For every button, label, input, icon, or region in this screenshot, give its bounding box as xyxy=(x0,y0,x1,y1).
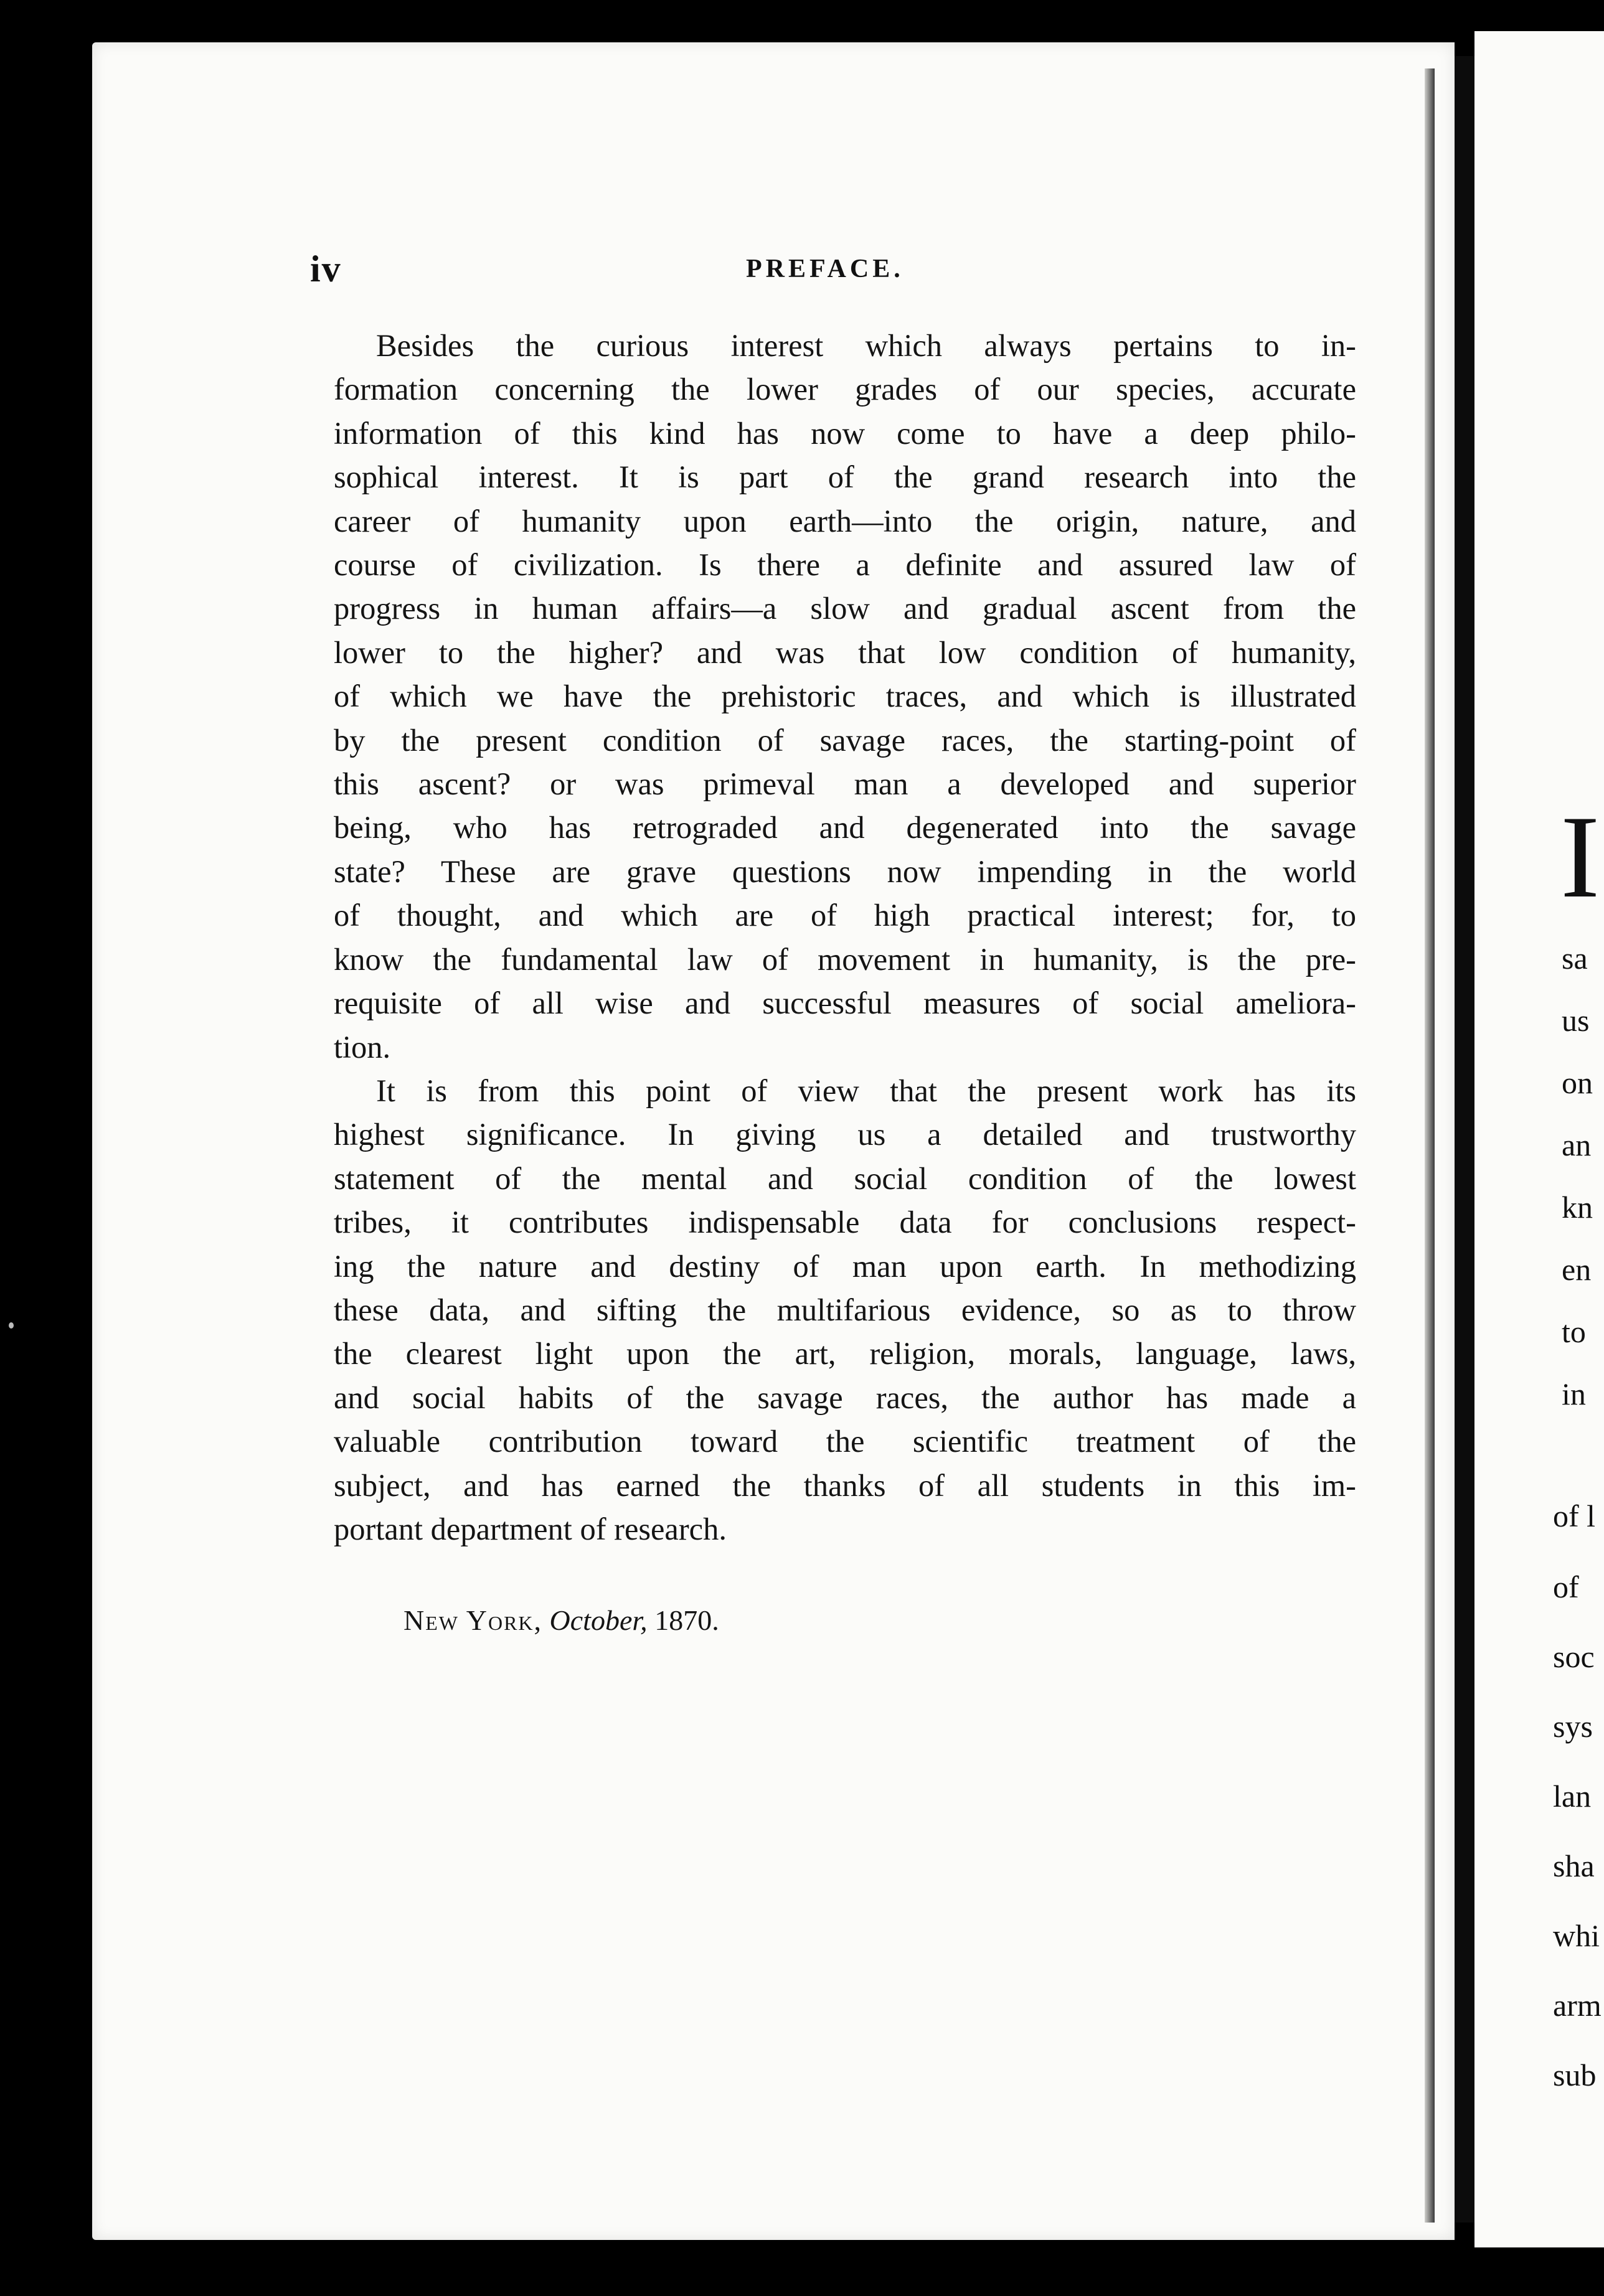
text-line: tribes, it contributes indispensable data for conclusions respect- xyxy=(334,1205,1356,1240)
text-line: requisite of all wise and successful measures of social ameliora- xyxy=(334,986,1356,1021)
text-line: course of civilization. Is there a definite and assured law of xyxy=(334,547,1356,583)
page-number: iv xyxy=(310,248,342,289)
page-header xyxy=(310,248,1362,298)
text-fragment: soc xyxy=(1553,1639,1595,1674)
text-line: being, who has retrograded and degenerated into the savage xyxy=(334,810,1356,845)
text-fragment: sha xyxy=(1553,1848,1595,1883)
text-fragment: sys xyxy=(1553,1709,1593,1744)
text-line: tion. xyxy=(334,1029,391,1065)
text-fragment: arm xyxy=(1553,1988,1602,2023)
text-line: the clearest light upon the art, religion, morals, language, laws, xyxy=(334,1336,1356,1371)
signature-year: 1870. xyxy=(654,1604,719,1636)
text-fragment: on xyxy=(1562,1065,1593,1100)
paragraph-1 xyxy=(334,324,1356,1069)
text-line: lower to the higher? and was that low condition of humanity, xyxy=(334,634,1356,670)
text-line: portant department of research. xyxy=(334,1511,727,1546)
text-line: ing the nature and destiny of man upon earth. In methodizing xyxy=(334,1248,1356,1284)
text-fragment: us xyxy=(1562,1003,1590,1038)
text-line: state? These are grave questions now impending in the world xyxy=(334,854,1356,889)
text-line: information of this kind has now come to have a deep philo- xyxy=(334,415,1356,451)
ink-speck xyxy=(9,1322,14,1329)
text-fragment: whi xyxy=(1553,1918,1600,1953)
text-line: by the present condition of savage races, the starting-point of xyxy=(334,722,1356,758)
signature-place: New York, xyxy=(403,1604,543,1636)
text-fragment: an xyxy=(1562,1127,1592,1162)
running-head: PREFACE. xyxy=(746,255,904,283)
text-line: sophical interest. It is part of the grand research into the xyxy=(334,459,1356,495)
text-fragment: of xyxy=(1553,1569,1579,1604)
text-fragment: kn xyxy=(1562,1190,1593,1225)
text-line: progress in human affairs—a slow and gradual ascent from the xyxy=(334,591,1356,626)
text-line: and social habits of the savage races, the author has made a xyxy=(334,1380,1356,1415)
text-line: valuable contribution toward the scientific treatment of the xyxy=(334,1424,1356,1459)
page-gap xyxy=(1455,56,1474,2223)
text-line: of which we have the prehistoric traces, and which is illustrated xyxy=(334,679,1356,714)
signature-month: October, xyxy=(549,1604,648,1636)
text-line: career of humanity upon earth—into the origin, nature, and xyxy=(334,503,1356,539)
drop-cap-initial: I xyxy=(1560,792,1600,923)
preface-text xyxy=(334,324,1356,1551)
text-line: know the fundamental law of movement in humanity, is the pre- xyxy=(334,941,1356,977)
page-gutter xyxy=(1425,68,1435,2223)
text-line: this ascent? or was primeval man a developed and superior xyxy=(334,766,1356,802)
text-fragment: of l xyxy=(1553,1499,1596,1533)
text-line: highest significance. In giving us a detailed and trustworthy xyxy=(334,1117,1356,1152)
text-fragment: in xyxy=(1562,1376,1586,1411)
text-line: formation concerning the lower grades of our species, accurate xyxy=(334,372,1356,407)
text-line: It is from this point of view that the present work has its xyxy=(376,1073,1356,1108)
text-line: of thought, and which are of high practical interest; for, to xyxy=(334,898,1356,933)
text-line: Besides the curious interest which always pertains to in- xyxy=(376,328,1356,363)
right-page-edge xyxy=(1474,31,1604,2247)
paragraph-2 xyxy=(334,1069,1356,1551)
text-line: statement of the mental and social condition of the lowest xyxy=(334,1160,1356,1196)
text-fragment: to xyxy=(1562,1314,1586,1349)
text-line: these data, and sifting the multifarious evidence, so as to throw xyxy=(334,1292,1356,1327)
text-fragment: sub xyxy=(1553,2058,1597,2092)
text-fragment: sa xyxy=(1562,941,1588,976)
text-fragment: lan xyxy=(1553,1779,1592,1814)
text-line: subject, and has earned the thanks of all students in this im- xyxy=(334,1467,1356,1503)
text-fragment: en xyxy=(1562,1252,1592,1287)
preface-signature xyxy=(403,1604,719,1637)
